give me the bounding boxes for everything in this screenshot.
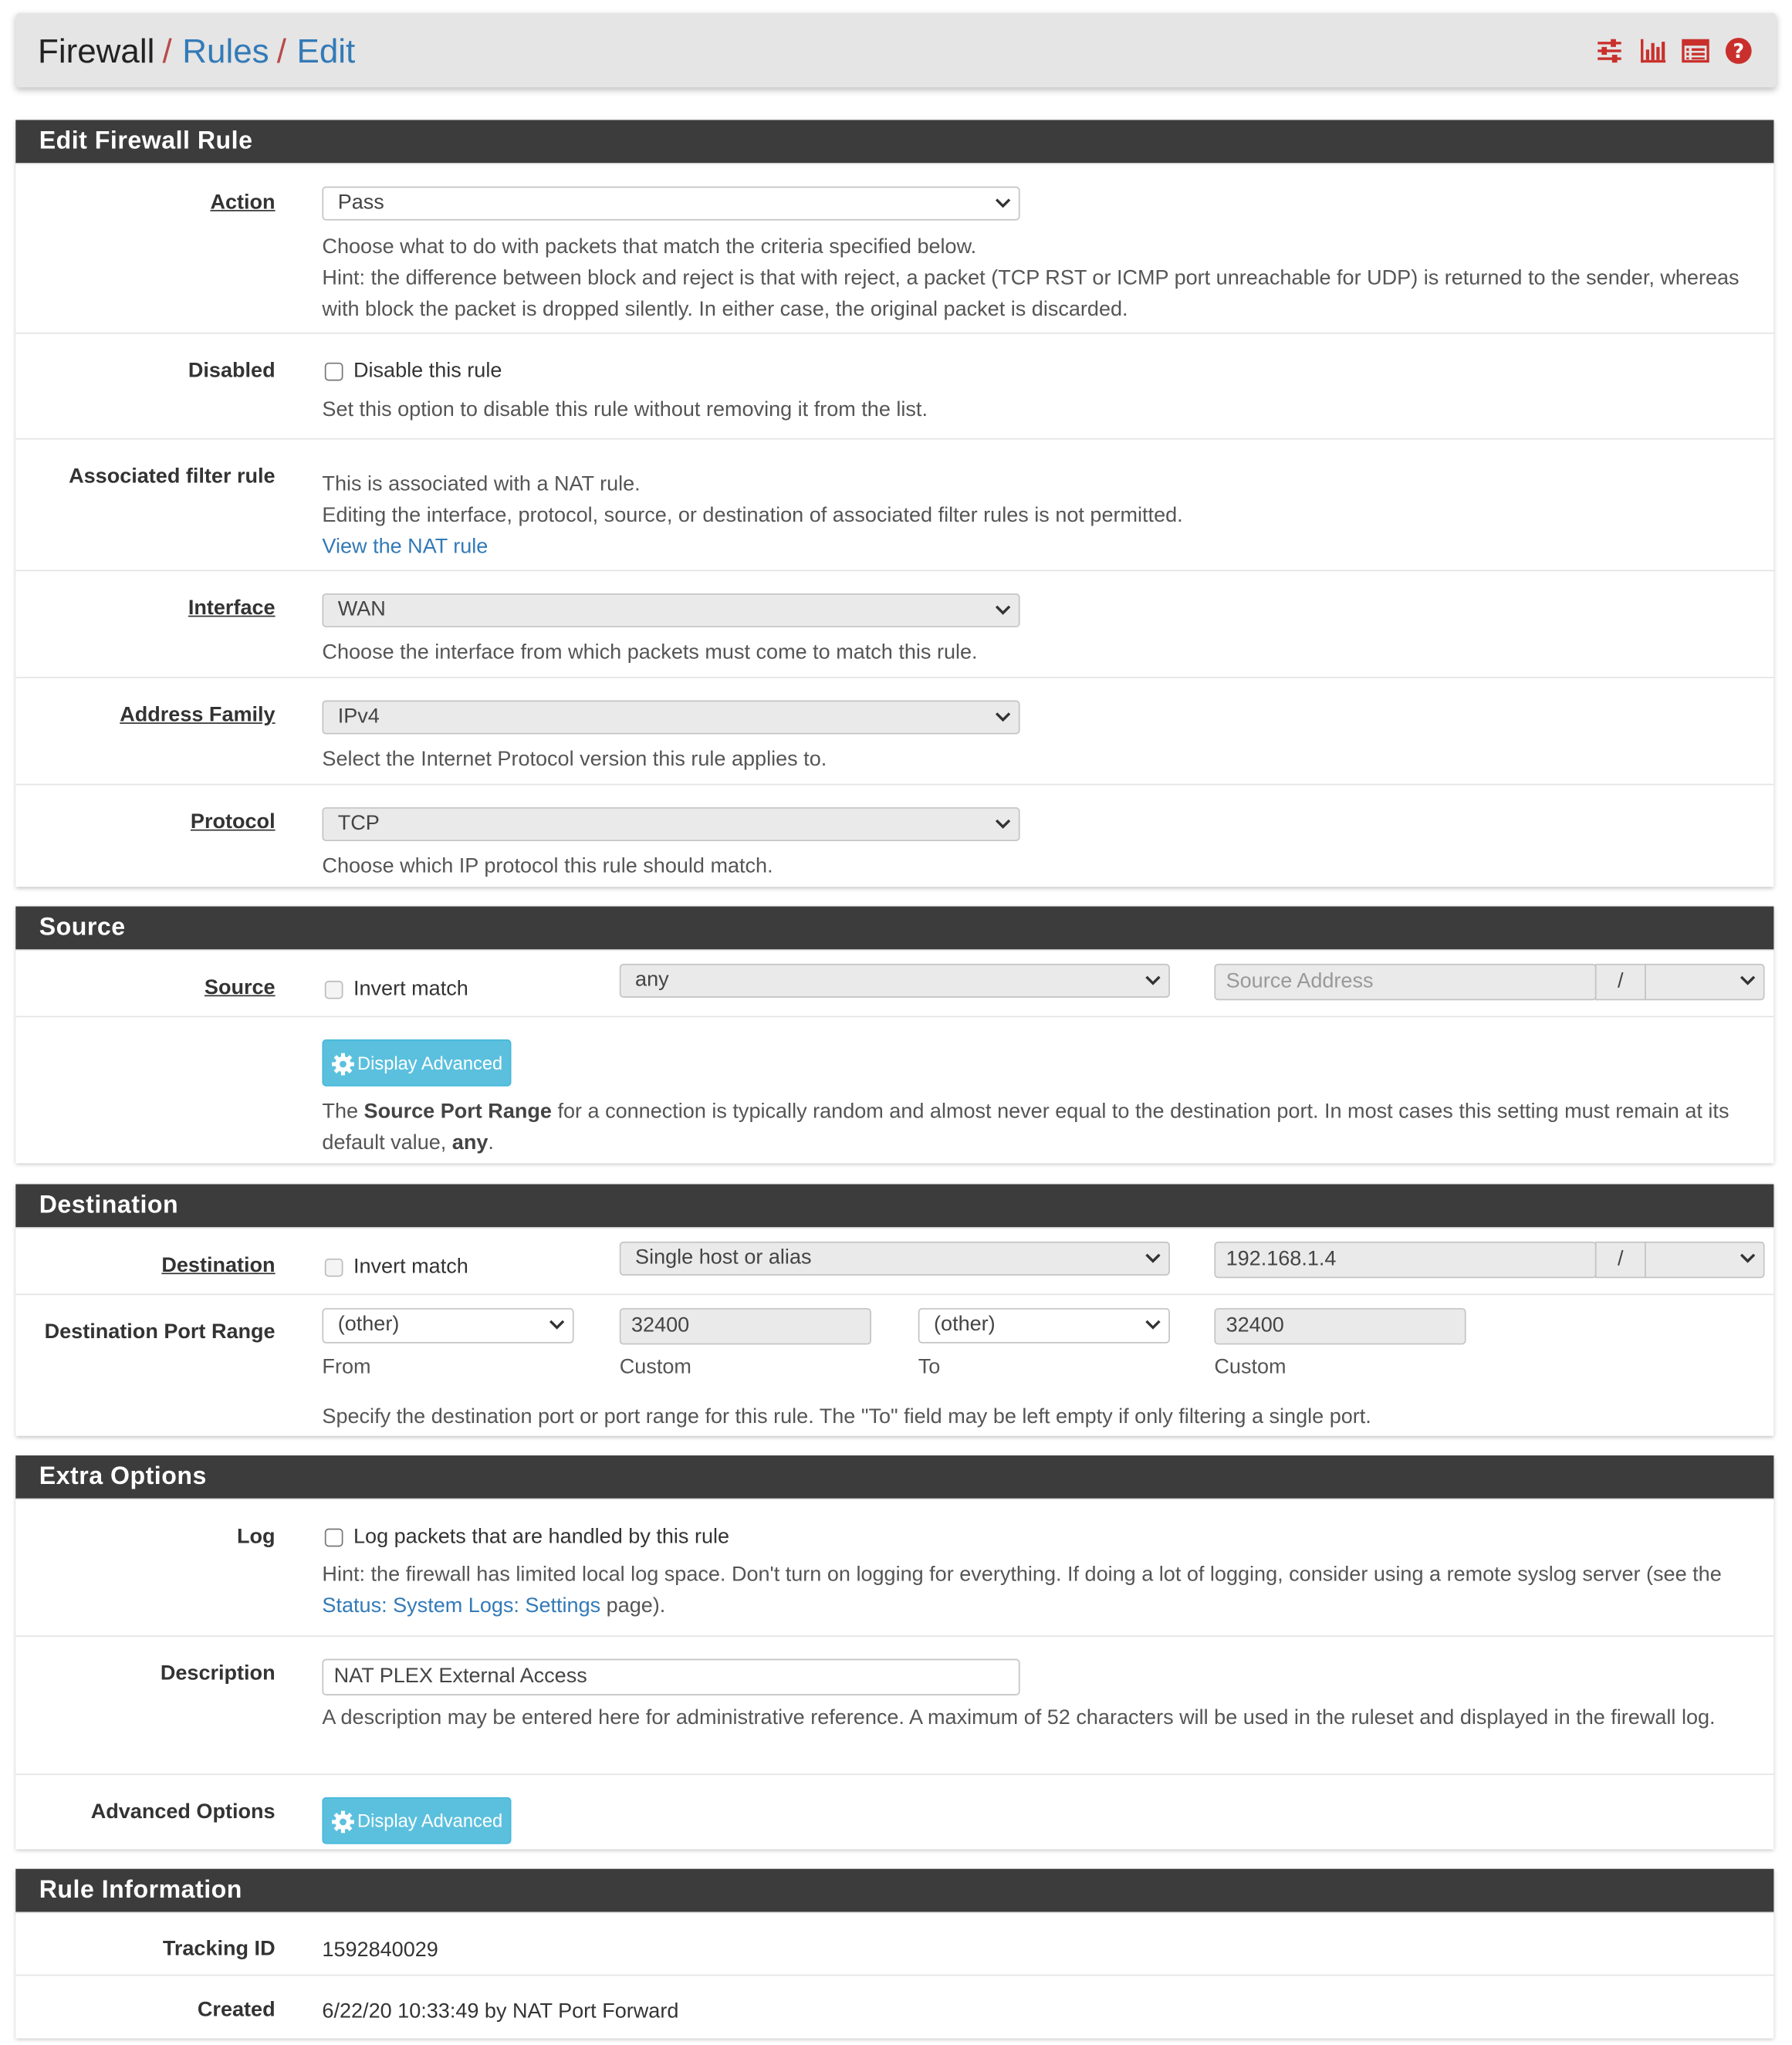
advanced-options-button-label: Display Advanced <box>357 1810 503 1831</box>
breadcrumb-rules-link[interactable]: Rules <box>182 31 269 71</box>
disabled-label: Disabled <box>188 360 276 383</box>
panel-title: Edit Firewall Rule <box>15 120 1773 163</box>
address-family-select[interactable] <box>322 701 1019 735</box>
address-family-select-value: IPv4 <box>337 705 380 728</box>
source-type-select[interactable] <box>620 964 1170 998</box>
created-row <box>15 1975 1773 2040</box>
chevron-down-icon <box>1740 1253 1755 1264</box>
associated-rule-text <box>322 469 1756 563</box>
gear-icon <box>331 1053 354 1076</box>
panel-title: Extra Options <box>15 1455 1773 1499</box>
protocol-label: Protocol <box>190 811 276 833</box>
edit-rule-panel <box>15 120 1773 887</box>
log-checkbox[interactable] <box>325 1529 343 1547</box>
interface-label: Interface <box>188 597 276 620</box>
port-from-select[interactable] <box>322 1308 573 1344</box>
source-help-mid: for a connection is typically random and almost never equal to the destination port. In most cases this setting must remain at its default value, <box>322 1100 1729 1154</box>
address-family-help: Select the Internet Protocol version this rule applies to. <box>322 749 827 771</box>
port-from-label: From <box>322 1356 371 1379</box>
interface-row <box>15 570 1773 678</box>
address-family-row <box>15 677 1773 784</box>
chevron-down-icon <box>549 1320 564 1330</box>
panel-title: Rule Information <box>15 1869 1773 1912</box>
chevron-down-icon <box>995 605 1010 616</box>
associated-rule-row <box>15 438 1773 570</box>
panel-title: Source <box>15 907 1773 950</box>
interface-help: Choose the interface from which packets must come to match this rule. <box>322 641 978 664</box>
breadcrumb-bar <box>15 13 1777 87</box>
source-help-pre: The <box>322 1100 364 1124</box>
log-help <box>322 1560 1756 1622</box>
port-to-select[interactable] <box>918 1308 1170 1344</box>
protocol-help: Choose which IP protocol this rule should match. <box>322 855 773 878</box>
destination-label: Destination <box>161 1254 276 1277</box>
protocol-select[interactable] <box>322 807 1019 841</box>
chevron-down-icon <box>995 198 1010 209</box>
help-icon[interactable] <box>1724 36 1753 65</box>
destination-port-help: Specify the destination port or port range for this rule. The "To" field may be left empty if only filtering a single port. <box>322 1405 1371 1428</box>
port-from-custom-input[interactable]: 32400 <box>620 1308 871 1344</box>
chevron-down-icon <box>1145 1253 1161 1264</box>
disable-rule-checkbox[interactable] <box>325 363 343 381</box>
tracking-id-value: 1592840029 <box>322 1939 438 1962</box>
associated-line-1: This is associated with a NAT rule. <box>322 473 641 496</box>
port-to-value: (other) <box>934 1313 996 1336</box>
chevron-down-icon <box>1740 975 1755 986</box>
extra-options-panel <box>15 1455 1773 1849</box>
source-invert-checkbox[interactable] <box>325 981 343 999</box>
destination-port-range-row <box>15 1293 1773 1435</box>
source-invert-label: Invert match <box>353 978 468 1001</box>
created-label: Created <box>197 1999 276 2022</box>
source-mask-select[interactable] <box>1645 964 1764 1000</box>
chevron-down-icon <box>995 819 1010 830</box>
panel-title: Destination <box>15 1185 1773 1228</box>
description-row <box>15 1635 1773 1773</box>
breadcrumb <box>38 32 355 71</box>
destination-invert-checkbox[interactable] <box>325 1259 343 1277</box>
destination-mask-select[interactable] <box>1645 1242 1764 1278</box>
description-help: A description may be entered here for administrative reference. A maximum of 52 characters will be used in the ruleset and displayed in the firewall log. <box>322 1707 1716 1729</box>
interface-select-value: WAN <box>337 598 386 621</box>
bar-chart-icon[interactable] <box>1638 36 1667 65</box>
description-label: Description <box>160 1662 276 1685</box>
action-label: Action <box>210 191 276 215</box>
breadcrumb-edit-link[interactable]: Edit <box>296 31 356 71</box>
sliders-icon[interactable] <box>1595 36 1624 65</box>
view-nat-rule-link[interactable]: View the NAT rule <box>322 536 489 559</box>
gear-icon <box>331 1810 354 1834</box>
port-from-custom-label: Custom <box>619 1356 691 1379</box>
protocol-row <box>15 784 1773 892</box>
protocol-select-value: TCP <box>337 812 380 835</box>
advanced-options-row <box>15 1773 1773 1853</box>
svg-text:?: ? <box>1733 39 1745 63</box>
log-checkbox-label: Log packets that are handled by this rule <box>353 1526 730 1549</box>
breadcrumb-separator: / <box>276 31 287 71</box>
list-icon[interactable] <box>1681 36 1709 65</box>
source-panel <box>15 907 1773 1164</box>
source-display-advanced-button[interactable] <box>322 1039 512 1087</box>
port-to-custom-input[interactable]: 32400 <box>1214 1308 1466 1344</box>
created-value: 6/22/20 10:33:49 by NAT Port Forward <box>322 2000 679 2023</box>
action-select-value: Pass <box>337 191 384 215</box>
advanced-options-label: Advanced Options <box>90 1800 276 1824</box>
source-help-bold2: any <box>451 1131 489 1154</box>
system-logs-settings-link[interactable]: Status: System Logs: Settings <box>322 1594 601 1617</box>
breadcrumb-firewall: Firewall <box>38 31 155 71</box>
source-port-help <box>322 1097 1756 1159</box>
breadcrumb-separator: / <box>162 31 172 71</box>
action-help-2: Hint: the difference between block and reject is that with reject, a packet (TCP RST or ICMP port unreachable for UDP) is returned to the sender, whereas with block the packet is dropped silently. In either case, the original packet is discarded. <box>322 267 1740 321</box>
destination-panel <box>15 1185 1773 1436</box>
action-row <box>15 163 1773 333</box>
log-row <box>15 1499 1773 1635</box>
action-help <box>322 232 1756 326</box>
log-help-post: page). <box>600 1594 666 1617</box>
source-slash-addon: / <box>1595 964 1646 1000</box>
disable-rule-checkbox-label: Disable this rule <box>353 360 502 383</box>
address-family-label: Address Family <box>120 704 276 727</box>
tracking-id-label: Tracking ID <box>162 1938 276 1961</box>
port-to-label: To <box>918 1356 941 1379</box>
destination-type-select[interactable] <box>620 1242 1170 1276</box>
chevron-down-icon <box>1145 1320 1161 1330</box>
chevron-down-icon <box>1145 975 1161 986</box>
source-advanced-row <box>15 1016 1773 1164</box>
destination-invert-label: Invert match <box>353 1256 468 1279</box>
log-help-pre: Hint: the firewall has limited local log space. Don't turn on logging for everything. If doing a lot of logging, consider using a remote syslog server (see the <box>322 1563 1722 1587</box>
port-to-custom-label: Custom <box>1214 1356 1287 1379</box>
description-input[interactable]: NAT PLEX External Access <box>322 1659 1019 1695</box>
source-type-value: any <box>635 968 669 992</box>
associated-line-2: Editing the interface, protocol, source, or destination of associated filter rules is not permitted. <box>322 505 1183 527</box>
source-help-end: . <box>488 1131 494 1154</box>
disabled-row <box>15 333 1773 438</box>
tracking-id-row <box>15 1912 1773 1975</box>
source-row <box>15 949 1773 1016</box>
action-help-1: Choose what to do with packets that match the criteria specified below. <box>322 235 977 259</box>
chevron-down-icon <box>995 712 1010 723</box>
action-select[interactable] <box>322 187 1019 221</box>
source-display-advanced-label: Display Advanced <box>357 1052 503 1073</box>
associated-rule-label: Associated filter rule <box>69 465 276 488</box>
disabled-help: Set this option to disable this rule without removing it from the list. <box>322 399 928 421</box>
source-address-input[interactable]: Source Address <box>1214 964 1596 1000</box>
destination-address-input[interactable]: 192.168.1.4 <box>1214 1242 1596 1278</box>
port-from-value: (other) <box>337 1313 400 1336</box>
source-label: Source <box>204 976 276 999</box>
advanced-options-display-button[interactable] <box>322 1797 512 1844</box>
interface-select[interactable] <box>322 593 1019 627</box>
rule-information-panel <box>15 1869 1773 2039</box>
destination-type-value: Single host or alias <box>635 1246 812 1269</box>
destination-slash-addon: / <box>1595 1242 1646 1278</box>
header-icons <box>1595 36 1753 65</box>
destination-port-range-label: Destination Port Range <box>44 1320 276 1344</box>
log-label: Log <box>237 1526 276 1549</box>
source-help-bold: Source Port Range <box>363 1100 552 1124</box>
destination-row <box>15 1227 1773 1293</box>
